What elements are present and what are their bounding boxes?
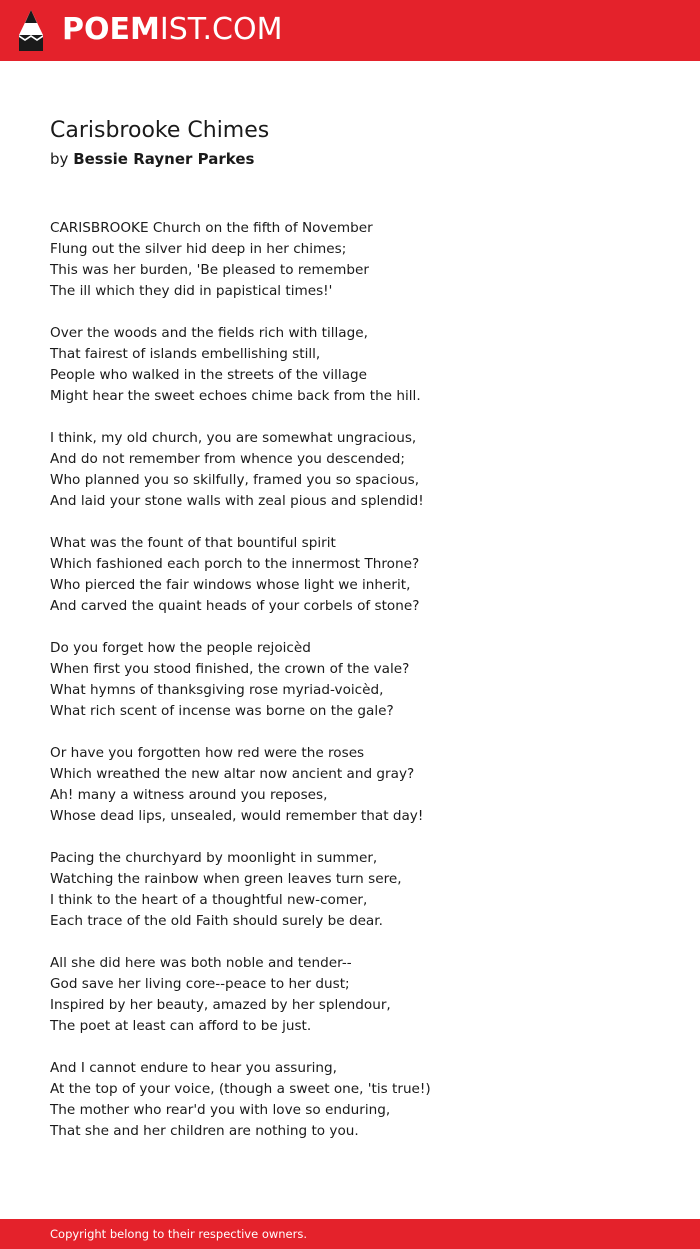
site-header — [0, 0, 700, 61]
poem-stanza — [50, 533, 650, 617]
copyright-text: Copyright belong to their respective owners. — [50, 1227, 308, 1241]
poem-line: That fairest of islands embellishing still, — [50, 346, 321, 362]
poem-line: I think to the heart of a thoughtful new-comer, — [50, 892, 368, 908]
poem-line: Do you forget how the people rejoicèd — [50, 640, 311, 656]
poem-line: Flung out the silver hid deep in her chimes; — [50, 241, 347, 257]
poem-line: CARISBROOKE Church on the fifth of November — [50, 220, 373, 236]
poem-line: People who walked in the streets of the village — [50, 367, 368, 383]
poem-line: Ah! many a witness around you reposes, — [50, 787, 328, 803]
poem-line: When first you stood finished, the crown of the vale? — [50, 661, 410, 677]
poem-line: And carved the quaint heads of your corbels of stone? — [50, 598, 420, 614]
poem-line: Whose dead lips, unsealed, would remember that day! — [50, 808, 424, 824]
poem-line: God save her living core--peace to her dust; — [50, 976, 350, 992]
poem-stanza — [50, 743, 650, 827]
poem-line: The ill which they did in papistical times!' — [50, 283, 333, 299]
poem-line: The mother who rear'd you with love so enduring, — [50, 1102, 391, 1118]
poem-line: The poet at least can afford to be just. — [50, 1018, 312, 1034]
poem-line: I think, my old church, you are somewhat ungracious, — [50, 430, 417, 446]
poem-line: Which wreathed the new altar now ancient and gray? — [50, 766, 415, 782]
poem-line: At the top of your voice, (though a sweet one, 'tis true!) — [50, 1081, 431, 1097]
by-prefix: by — [50, 150, 69, 168]
poem-line: Or have you forgotten how red were the roses — [50, 745, 365, 761]
poem-line: Who pierced the fair windows whose light we inherit, — [50, 577, 411, 593]
poem-line: That she and her children are nothing to you. — [50, 1123, 359, 1139]
poem-line: What hymns of thanksgiving rose myriad-voicèd, — [50, 682, 384, 698]
poem-stanza — [50, 218, 650, 302]
poem-line: Pacing the churchyard by moonlight in summer, — [50, 850, 378, 866]
poem-stanza — [50, 848, 650, 932]
brand-bold: POEM — [62, 12, 160, 47]
poem-author: Bessie Rayner Parkes — [73, 150, 255, 168]
poem-line: This was her burden, 'Be pleased to remember — [50, 262, 369, 278]
poem-line: Each trace of the old Faith should surely be dear. — [50, 913, 383, 929]
poem-body — [50, 218, 650, 1163]
poem-line: All she did here was both noble and tender-- — [50, 955, 352, 971]
poem-stanza — [50, 1058, 650, 1142]
poem-line: And I cannot endure to hear you assuring, — [50, 1060, 337, 1076]
poem-line: Watching the rainbow when green leaves turn sere, — [50, 871, 402, 887]
site-logo[interactable] — [62, 12, 282, 48]
poem-line: Might hear the sweet echoes chime back from the hill. — [50, 388, 421, 404]
brand-light: IST.COM — [159, 12, 283, 47]
poem-title: Carisbrooke Chimes — [50, 118, 270, 143]
poem-stanza — [50, 323, 650, 407]
site-footer — [0, 1219, 700, 1249]
poem-stanza — [50, 428, 650, 512]
pencil-tip-icon[interactable] — [18, 9, 44, 52]
poem-line: What rich scent of incense was borne on the gale? — [50, 703, 394, 719]
poem-line: Inspired by her beauty, amazed by her splendour, — [50, 997, 391, 1013]
poem-line: What was the fount of that bountiful spirit — [50, 535, 336, 551]
poem-line: Which fashioned each porch to the innermost Throne? — [50, 556, 420, 572]
poem-line: And laid your stone walls with zeal pious and splendid! — [50, 493, 424, 509]
poem-stanza — [50, 638, 650, 722]
poem-line: Over the woods and the fields rich with tillage, — [50, 325, 368, 341]
poem-line: Who planned you so skilfully, framed you so spacious, — [50, 472, 420, 488]
poem-stanza — [50, 953, 650, 1037]
poem-byline — [50, 148, 254, 170]
poem-line: And do not remember from whence you descended; — [50, 451, 405, 467]
